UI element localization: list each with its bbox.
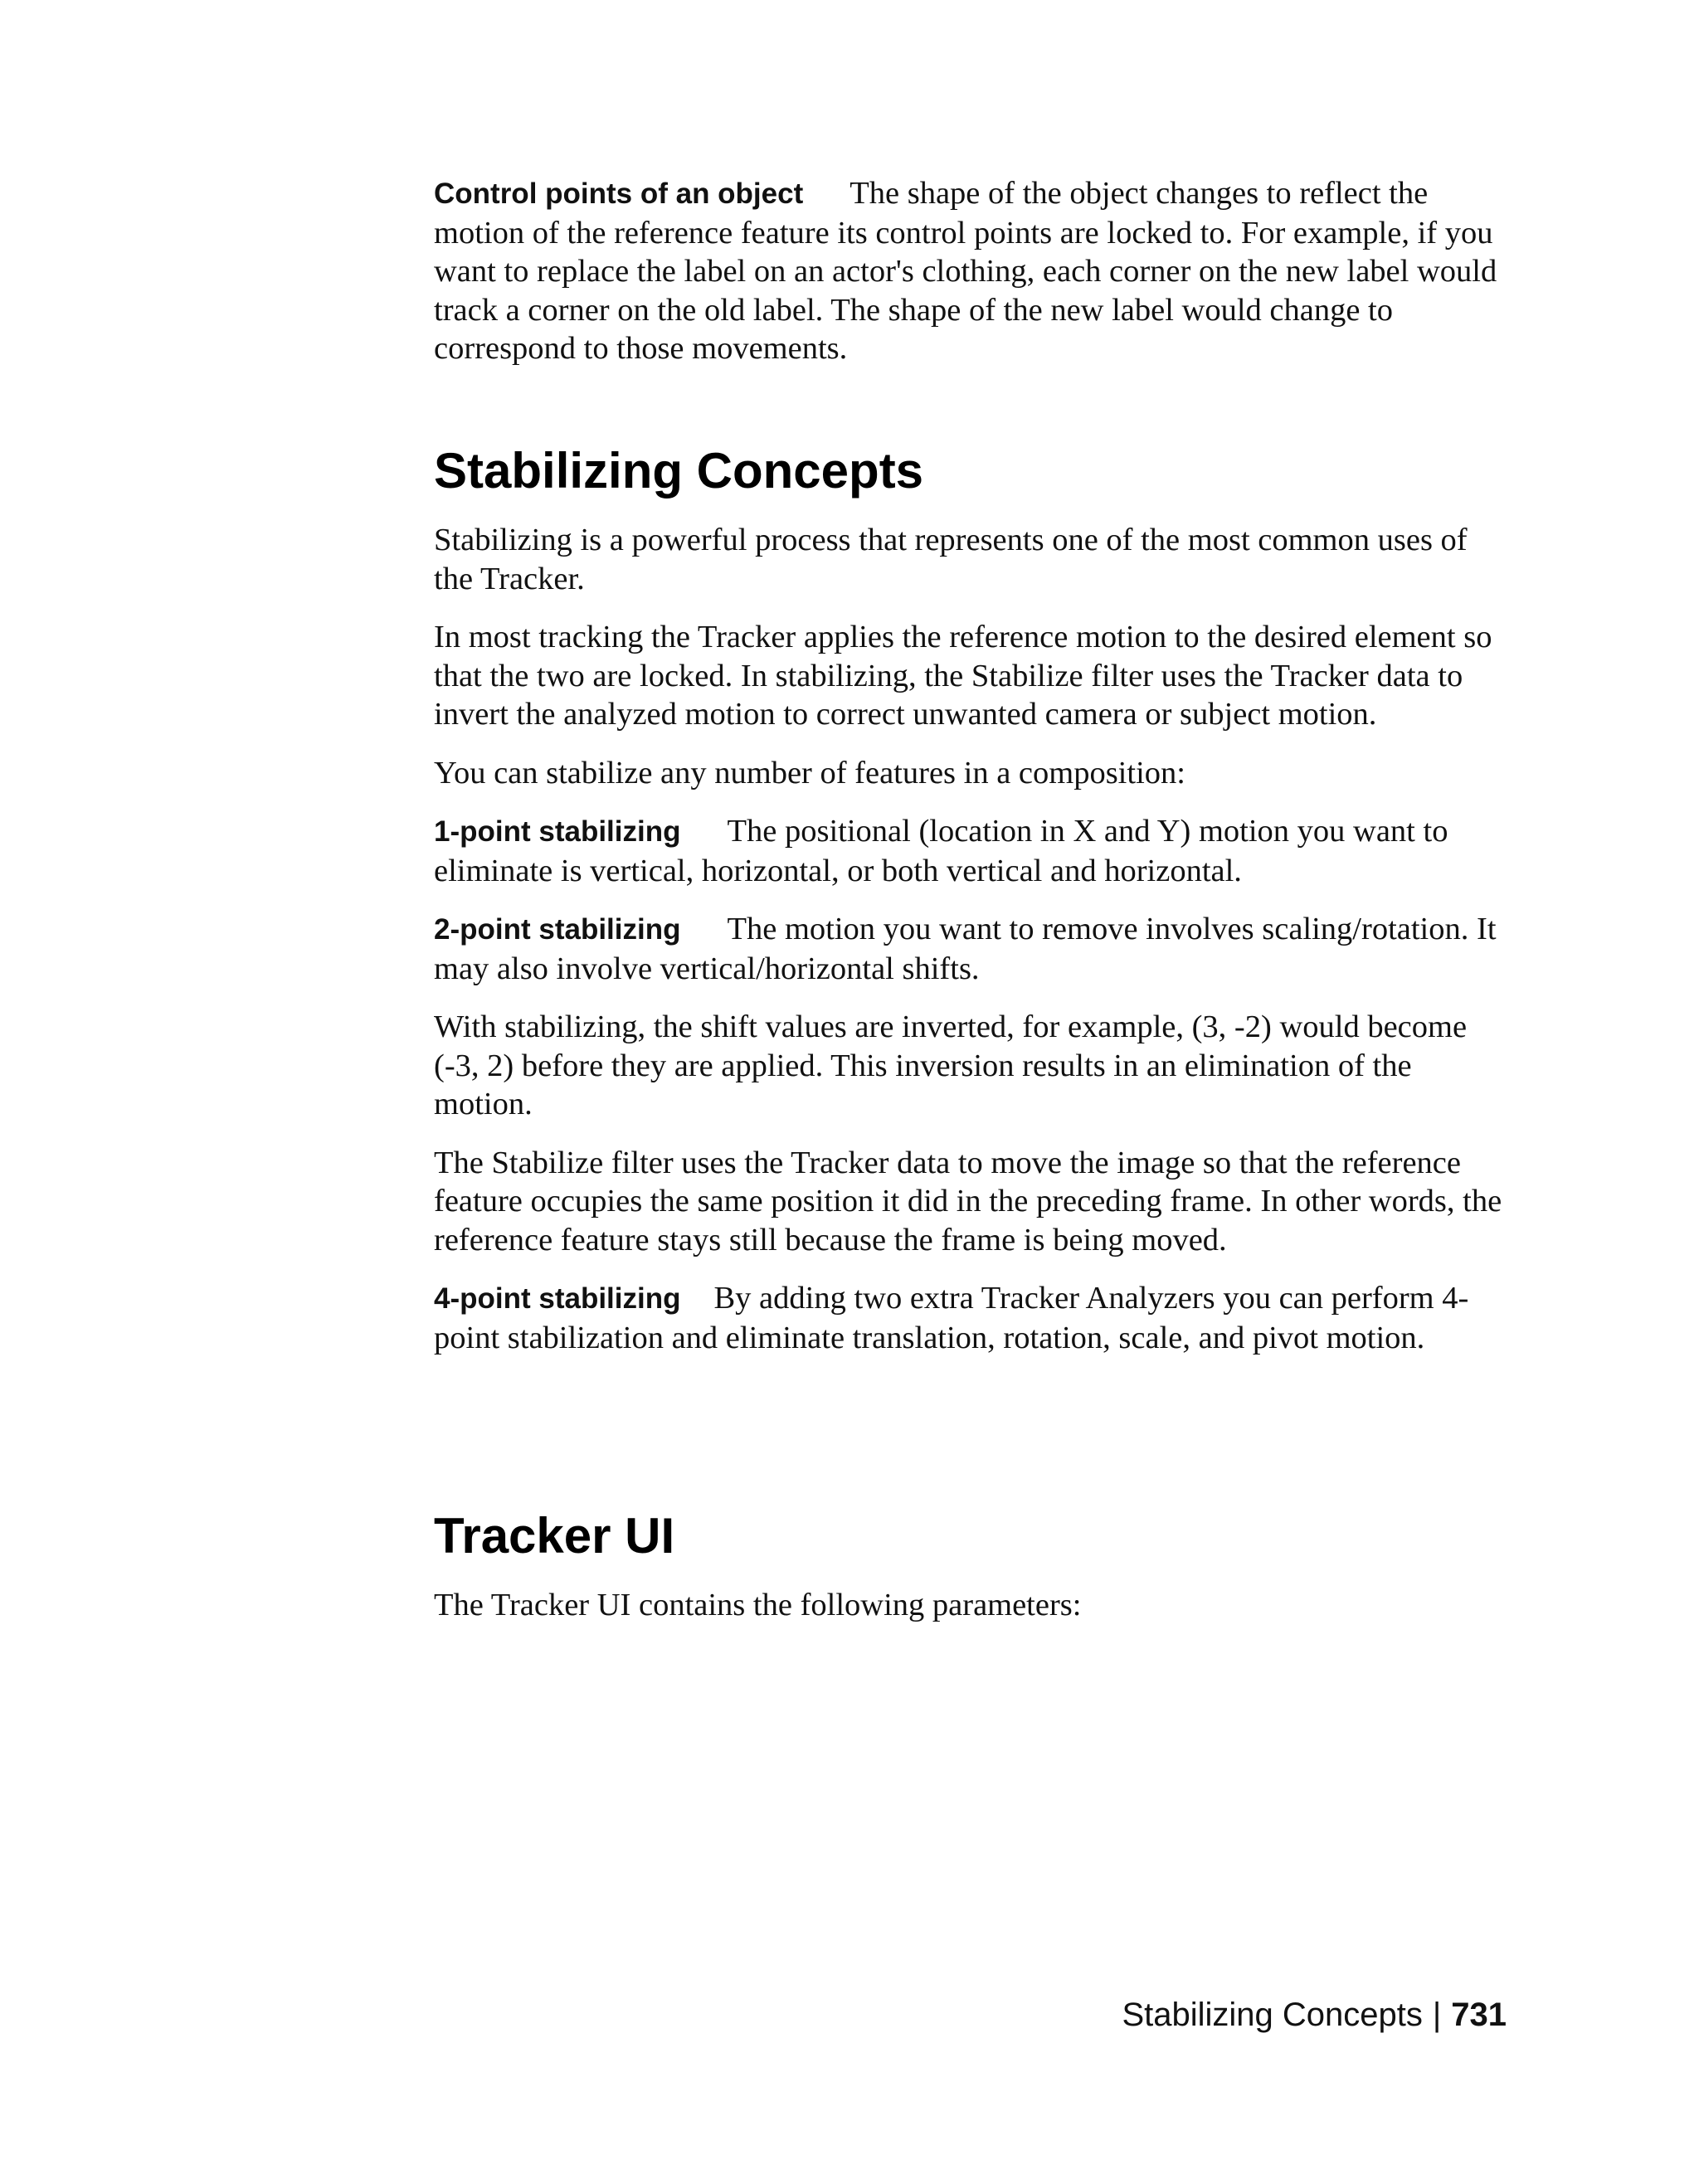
term-control-points: Control points of an object — [434, 178, 804, 210]
paragraph-stabilizing-intro: Stabilizing is a powerful process that represents one of the most common uses of the Tracker. — [434, 523, 1468, 596]
heading-tracker-ui: Tracker UI — [434, 1508, 675, 1564]
text-4-point: By adding two extra Tracker Analyzers you can perform 4-point stabilization and eliminate translation, rotation, scale, and pivot motion. — [434, 1281, 1469, 1355]
paragraph-control-points — [434, 174, 1512, 368]
paragraph-stabilizing-tracking: In most tracking the Tracker applies the reference motion to the desired element so that the two are locked. In stabilizing, the Stabilize filter uses the Tracker data to invert the analyzed motion to correct unwanted camera or subject motion. — [434, 620, 1492, 732]
paragraph-4-point — [434, 1279, 1512, 1357]
footer-separator: | — [1432, 1997, 1442, 2033]
footer-section-title: Stabilizing Concepts — [1122, 1997, 1423, 2033]
text-1-point: The positional (location in X and Y) motion you want to eliminate is vertical, horizontal, or both vertical and horizontal. — [434, 814, 1448, 888]
heading-stabilizing-concepts: Stabilizing Concepts — [434, 443, 924, 499]
paragraph-2-point — [434, 910, 1512, 988]
paragraph-tracker-ui-intro: The Tracker UI contains the following parameters: — [434, 1588, 1082, 1622]
paragraph-1-point — [434, 812, 1512, 890]
section-tracker-ui — [434, 1586, 1512, 1645]
paragraph-shift-inversion: With stabilizing, the shift values are inverted, for example, (3, -2) would become (-3, 2) before they are applied. This inversion results in an elimination of the motion. — [434, 1009, 1468, 1121]
paragraph-stabilize-filter: The Stabilize filter uses the Tracker data to move the image so that the reference feature occupies the same position it did in the preceding frame. In other words, the reference feature stays still because the frame is being moved. — [434, 1145, 1502, 1257]
page-number: 731 — [1451, 1997, 1507, 2033]
page-content — [434, 174, 1512, 1622]
paragraph-stabilize-features: You can stabilize any number of features in a composition: — [434, 755, 1185, 790]
section-stabilizing-concepts — [434, 521, 1512, 1377]
page-footer — [1122, 1997, 1507, 2034]
term-4-point: 4-point stabilizing — [434, 1282, 681, 1315]
term-1-point: 1-point stabilizing — [434, 815, 681, 848]
text-control-points: The shape of the object changes to reflect the motion of the reference feature its control points are locked to. For example, if you want to replace the label on an actor's clothing, each corner on the new label would track a corner on the old label. The shape of the new label would change to correspond to those movements. — [434, 176, 1497, 366]
text-2-point: The motion you want to remove involves scaling/rotation. It may also involve vertical/horizontal shifts. — [434, 912, 1497, 986]
term-2-point: 2-point stabilizing — [434, 913, 681, 946]
